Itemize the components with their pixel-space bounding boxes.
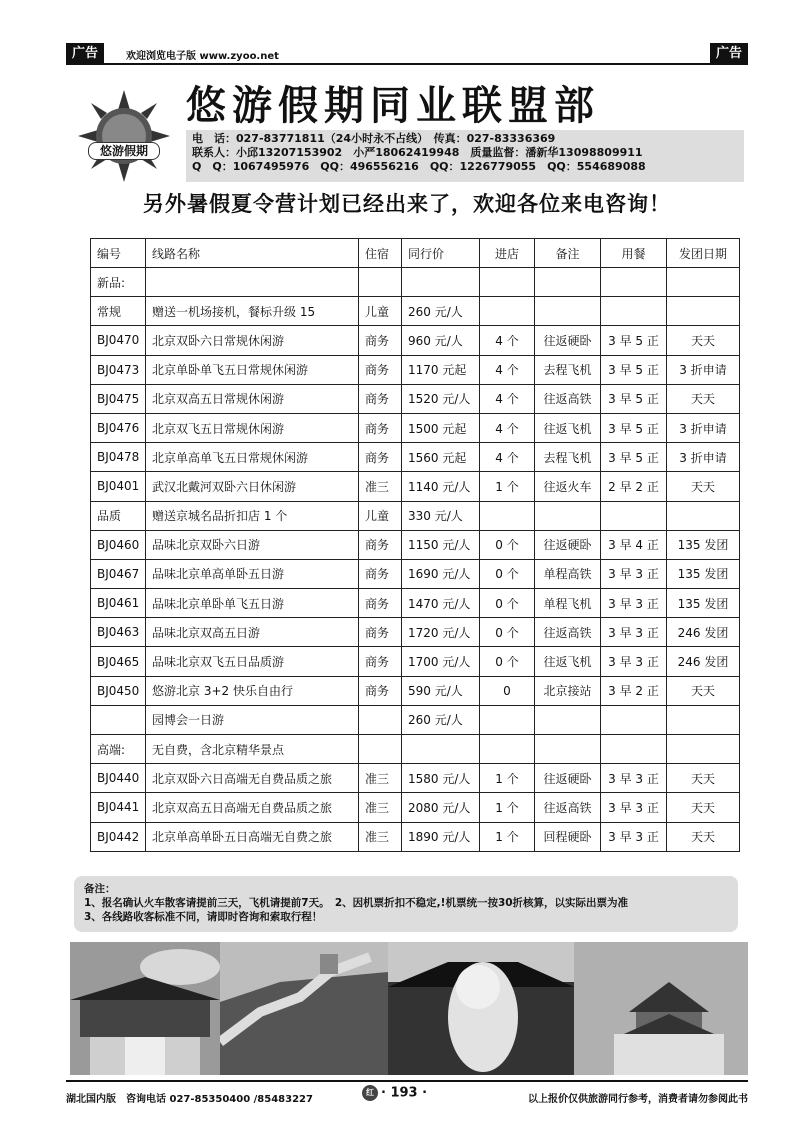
table-cell: 2080 元/人: [402, 793, 480, 822]
photo-strip: [70, 942, 748, 1075]
table-cell: 商务: [359, 326, 402, 355]
table-row: [91, 764, 740, 793]
table-row: [91, 559, 740, 588]
table-cell: BJ0475: [91, 384, 146, 413]
table-cell: 商务: [359, 676, 402, 705]
table-cell: [535, 297, 601, 326]
table-cell: 儿童: [359, 297, 402, 326]
table-cell: 商务: [359, 618, 402, 647]
table-cell: [402, 735, 480, 764]
table-cell: 悠游北京 3+2 快乐自由行: [146, 676, 359, 705]
table-cell: 3 早 3 正: [601, 618, 667, 647]
table-cell: 北京双高五日高端无自费品质之旅: [146, 793, 359, 822]
table-cell: 品质: [91, 501, 146, 530]
table-cell: 品味北京双飞五日品质游: [146, 647, 359, 676]
table-cell: [480, 268, 535, 297]
table-cell: 品味北京双卧六日游: [146, 530, 359, 559]
table-cell: BJ0450: [91, 676, 146, 705]
table-cell: BJ0478: [91, 443, 146, 472]
contact-line-qq: Q Q：1067495976 QQ：496556216 QQ：1226779055 QQ：554689088: [192, 160, 646, 173]
table-row: [91, 501, 740, 530]
table-row: [91, 443, 740, 472]
table-row: [91, 735, 740, 764]
table-cell: 135 发团: [667, 559, 740, 588]
page-number: [362, 1085, 427, 1101]
table-cell: 赠送一机场接机，餐标升级 15: [146, 297, 359, 326]
table-cell: 天天: [667, 822, 740, 851]
table-cell: 往返高铁: [535, 384, 601, 413]
col-header: 用餐: [601, 239, 667, 268]
notes-box: [74, 876, 738, 932]
table-cell: 准三: [359, 793, 402, 822]
table-cell: [667, 705, 740, 734]
table-cell: 3 早 3 正: [601, 764, 667, 793]
notes-line-1: 1、报名确认火车散客请提前三天，飞机请提前7天。 2、因机票折扣不稳定,!机票统一按30折核算，以实际出票为准: [84, 897, 629, 909]
table-cell: 准三: [359, 822, 402, 851]
table-cell: 商务: [359, 384, 402, 413]
table-cell: 1690 元/人: [402, 559, 480, 588]
table-cell: [601, 268, 667, 297]
table-cell: 3 早 3 正: [601, 559, 667, 588]
section-badge-icon: 红: [362, 1085, 378, 1101]
table-row: [91, 793, 740, 822]
table-cell: [359, 705, 402, 734]
table-cell: 3 早 5 正: [601, 326, 667, 355]
table-cell: 单程高铁: [535, 559, 601, 588]
table-cell: 去程飞机: [535, 443, 601, 472]
table-cell: 1 个: [480, 822, 535, 851]
table-cell: 品味北京单卧单飞五日游: [146, 589, 359, 618]
table-cell: [480, 735, 535, 764]
table-cell: 1 个: [480, 793, 535, 822]
table-row: [91, 589, 740, 618]
brand-header: [66, 68, 748, 186]
table-cell: BJ0476: [91, 413, 146, 442]
table-cell: 北京单高单卧五日高端无自费之旅: [146, 822, 359, 851]
table-cell: BJ0440: [91, 764, 146, 793]
ad-tag-right: 广告: [710, 43, 748, 65]
table-cell: 单程飞机: [535, 589, 601, 618]
table-cell: [601, 735, 667, 764]
table-cell: 330 元/人: [402, 501, 480, 530]
table-cell: [667, 268, 740, 297]
table-cell: 1720 元/人: [402, 618, 480, 647]
col-header: 线路名称: [146, 239, 359, 268]
table-cell: [535, 501, 601, 530]
table-cell: 3 早 2 正: [601, 676, 667, 705]
page-number-text: · 193 ·: [381, 1085, 428, 1101]
col-header: 进店: [480, 239, 535, 268]
table-cell: 3 早 3 正: [601, 647, 667, 676]
table-cell: BJ0473: [91, 355, 146, 384]
table-cell: BJ0460: [91, 530, 146, 559]
table-row: [91, 705, 740, 734]
table-cell: 天天: [667, 472, 740, 501]
table-cell: 1470 元/人: [402, 589, 480, 618]
table-cell: 1 个: [480, 764, 535, 793]
table-cell: 246 发团: [667, 618, 740, 647]
table-cell: 1150 元/人: [402, 530, 480, 559]
table-cell: 北京接站: [535, 676, 601, 705]
table-cell: 1580 元/人: [402, 764, 480, 793]
table-cell: 3 早 3 正: [601, 822, 667, 851]
table-cell: [601, 297, 667, 326]
table-cell: 商务: [359, 355, 402, 384]
table-cell: 赠送京城名品折扣店 1 个: [146, 501, 359, 530]
table-cell: [601, 705, 667, 734]
notes-title: 备注：: [84, 883, 116, 895]
table-cell: BJ0467: [91, 559, 146, 588]
table-cell: 往返飞机: [535, 413, 601, 442]
table-cell: 3 折申请: [667, 355, 740, 384]
table-cell: 0: [480, 676, 535, 705]
table-cell: [402, 268, 480, 297]
table-cell: 0 个: [480, 559, 535, 588]
table-cell: [146, 268, 359, 297]
table-cell: 北京单高单飞五日常规休闲游: [146, 443, 359, 472]
table-cell: 常规: [91, 297, 146, 326]
palace-photo: [70, 942, 220, 1075]
table-cell: 1 个: [480, 472, 535, 501]
table-cell: 北京单卧单飞五日常规休闲游: [146, 355, 359, 384]
table-cell: 3 早 5 正: [601, 355, 667, 384]
headline: 另外暑假夏令营计划已经出来了，欢迎各位来电咨询！: [143, 192, 671, 216]
table-cell: 回程硬卧: [535, 822, 601, 851]
table-cell: 1500 元起: [402, 413, 480, 442]
table-cell: 960 元/人: [402, 326, 480, 355]
table-row: [91, 268, 740, 297]
table-cell: 4 个: [480, 326, 535, 355]
brand-name: 悠游假期同业联盟部: [186, 82, 600, 129]
table-cell: 天天: [667, 676, 740, 705]
table-row: [91, 384, 740, 413]
table-row: [91, 472, 740, 501]
table-cell: 3 折申请: [667, 443, 740, 472]
col-header: 发团日期: [667, 239, 740, 268]
table-cell: 3 早 3 正: [601, 793, 667, 822]
table-cell: 商务: [359, 589, 402, 618]
table-row: [91, 618, 740, 647]
table-cell: 3 早 3 正: [601, 589, 667, 618]
table-cell: [535, 268, 601, 297]
table-cell: 2 早 2 正: [601, 472, 667, 501]
table-row: [91, 530, 740, 559]
table-cell: 北京双卧六日高端无自费品质之旅: [146, 764, 359, 793]
table-row: [91, 355, 740, 384]
table-cell: 往返高铁: [535, 793, 601, 822]
table-cell: 590 元/人: [402, 676, 480, 705]
ad-tag-left: 广告: [66, 43, 104, 65]
table-row: [91, 676, 740, 705]
tiananmen-lion-photo: [388, 942, 574, 1075]
table-cell: 3 早 5 正: [601, 443, 667, 472]
table-row: [91, 297, 740, 326]
table-cell: 天天: [667, 326, 740, 355]
table-cell: BJ0442: [91, 822, 146, 851]
table-cell: 1890 元/人: [402, 822, 480, 851]
table-cell: 往返硬卧: [535, 530, 601, 559]
table-cell: 商务: [359, 413, 402, 442]
table-cell: [359, 735, 402, 764]
table-cell: 准三: [359, 764, 402, 793]
top-bar: [66, 43, 748, 65]
table-cell: 无自费，含北京精华景点: [146, 735, 359, 764]
sun-logo-icon: [76, 88, 172, 184]
contact-line-people: 联系人：小邱13207153902 小严18062419948 质量监督：潘新华13098809911: [192, 146, 643, 159]
table-cell: 4 个: [480, 355, 535, 384]
table-cell: [535, 705, 601, 734]
table-cell: [480, 705, 535, 734]
temple-of-heaven-photo: [574, 942, 748, 1075]
table-cell: 0 个: [480, 589, 535, 618]
table-cell: 商务: [359, 443, 402, 472]
table-cell: 3 早 5 正: [601, 413, 667, 442]
table-cell: [535, 735, 601, 764]
table-cell: 北京双高五日常规休闲游: [146, 384, 359, 413]
table-cell: 1700 元/人: [402, 647, 480, 676]
table-cell: BJ0463: [91, 618, 146, 647]
table-cell: 往返硬卧: [535, 326, 601, 355]
table-cell: 去程飞机: [535, 355, 601, 384]
table-cell: 4 个: [480, 413, 535, 442]
table-cell: 3 早 4 正: [601, 530, 667, 559]
table-cell: 3 早 5 正: [601, 384, 667, 413]
table-cell: 260 元/人: [402, 297, 480, 326]
table-cell: [91, 705, 146, 734]
table-cell: BJ0401: [91, 472, 146, 501]
table-cell: [667, 501, 740, 530]
table-cell: 北京双卧六日常规休闲游: [146, 326, 359, 355]
table-cell: 天天: [667, 793, 740, 822]
table-cell: [601, 501, 667, 530]
col-header: 同行价: [402, 239, 480, 268]
contact-line-phone: 电 话：027-83771811（24小时永不占线） 传真：027-83336369: [192, 132, 556, 145]
table-cell: 135 发团: [667, 530, 740, 559]
table-cell: 武汉北戴河双卧六日休闲游: [146, 472, 359, 501]
footer: [66, 1080, 748, 1106]
table-cell: 高端:: [91, 735, 146, 764]
table-cell: 246 发团: [667, 647, 740, 676]
col-header: 备注: [535, 239, 601, 268]
table-cell: 3 折申请: [667, 413, 740, 442]
price-table: [90, 238, 740, 852]
table-row: [91, 413, 740, 442]
col-header: 编号: [91, 239, 146, 268]
notes-line-2: 3、各线路收客标准不同，请即时咨询和索取行程！: [84, 911, 323, 923]
logo-text: 悠游假期: [88, 142, 160, 160]
table-body: [91, 268, 740, 852]
table-cell: 0 个: [480, 618, 535, 647]
footer-left: 湖北国内版 咨询电话 027-85350400 /85483227: [66, 1094, 313, 1105]
table-cell: [667, 297, 740, 326]
table-cell: 儿童: [359, 501, 402, 530]
table-cell: 天天: [667, 764, 740, 793]
table-cell: 往返飞机: [535, 647, 601, 676]
table-cell: BJ0465: [91, 647, 146, 676]
table-cell: 往返火车: [535, 472, 601, 501]
table-cell: 往返高铁: [535, 618, 601, 647]
table-cell: 准三: [359, 472, 402, 501]
table-cell: BJ0441: [91, 793, 146, 822]
table-cell: 品味北京单高单卧五日游: [146, 559, 359, 588]
table-cell: 园博会一日游: [146, 705, 359, 734]
table-cell: [667, 735, 740, 764]
table-cell: [480, 501, 535, 530]
table-cell: BJ0470: [91, 326, 146, 355]
table-cell: 1520 元/人: [402, 384, 480, 413]
table-cell: 0 个: [480, 530, 535, 559]
table-cell: 新品:: [91, 268, 146, 297]
table-cell: 135 发团: [667, 589, 740, 618]
footer-right: 以上报价仅供旅游同行参考，消费者请勿参阅此书: [528, 1094, 748, 1105]
table-cell: 往返硬卧: [535, 764, 601, 793]
table-row: [91, 647, 740, 676]
table-header-row: [91, 239, 740, 268]
table-cell: BJ0461: [91, 589, 146, 618]
table-cell: 天天: [667, 384, 740, 413]
table-cell: 4 个: [480, 384, 535, 413]
table-cell: 4 个: [480, 443, 535, 472]
table-cell: 商务: [359, 647, 402, 676]
table-row: [91, 822, 740, 851]
table-cell: 0 个: [480, 647, 535, 676]
table-cell: 商务: [359, 559, 402, 588]
table-cell: 品味北京双高五日游: [146, 618, 359, 647]
table-cell: 商务: [359, 530, 402, 559]
welcome-text: 欢迎浏览电子版 www.zyoo.net: [126, 51, 279, 62]
table-cell: 1140 元/人: [402, 472, 480, 501]
table-cell: 1170 元起: [402, 355, 480, 384]
table-cell: 北京双飞五日常规休闲游: [146, 413, 359, 442]
table-cell: [480, 297, 535, 326]
table-cell: 1560 元起: [402, 443, 480, 472]
contact-box: [186, 130, 744, 182]
col-header: 住宿: [359, 239, 402, 268]
table-cell: [359, 268, 402, 297]
table-cell: 260 元/人: [402, 705, 480, 734]
table-row: [91, 326, 740, 355]
great-wall-photo: [220, 942, 388, 1075]
